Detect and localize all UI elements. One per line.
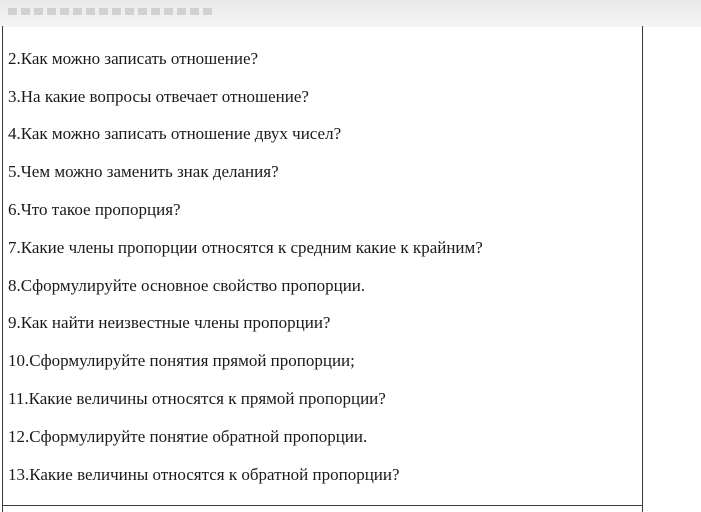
question-9: 9.Как найти неизвестные члены пропорции? [8,313,331,332]
cropped-text-fragment [8,8,213,15]
question-7: 7.Какие члены пропорции относятся к средним какие к крайним? [8,238,483,257]
question-3: 3.На какие вопросы отвечает отношение? [8,87,309,106]
question-4: 4.Как можно записать отношение двух чисел? [8,124,342,143]
question-2: 2.Как можно записать отношение? [8,49,259,68]
question-10: 10.Сформулируйте понятия прямой пропорции; [8,351,355,370]
table-bottom-border [2,505,643,506]
question-13: 13.Какие величины относятся к обратной пропорции? [8,465,400,484]
question-11: 11.Какие величины относятся к прямой пропорции? [8,389,386,408]
cropped-header-strip [0,0,701,27]
question-5: 5.Чем можно заменить знак делания? [8,162,279,181]
question-6: 6.Что такое пропорция? [8,200,181,219]
question-8: 8.Сформулируйте основное свойство пропорции. [8,276,366,295]
question-12: 12.Сформулируйте понятие обратной пропорции. [8,427,368,446]
page-margin [643,27,701,512]
